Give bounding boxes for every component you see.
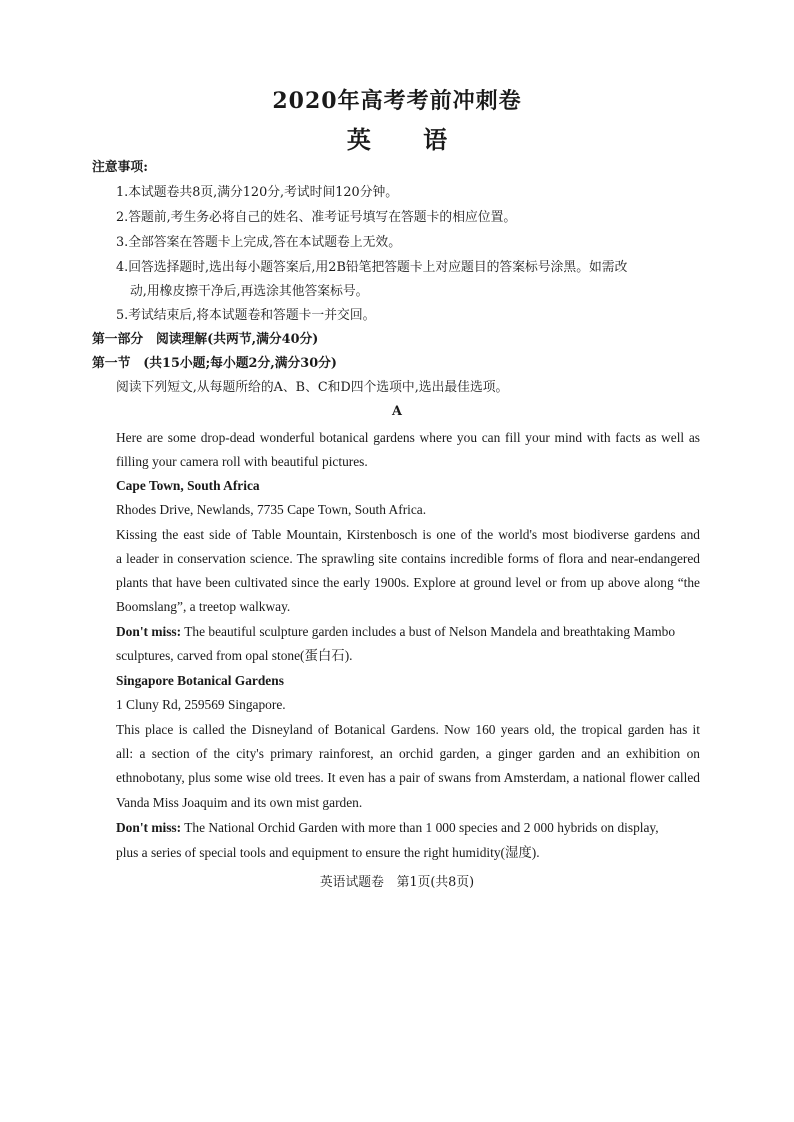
garden2-name: Singapore Botanical Gardens [116,673,284,688]
notice-item-4-cont: 动,用橡皮擦干净后,再选涂其他答案标号。 [130,284,369,299]
exam-title: 2020年高考考前冲刺卷 [272,88,522,114]
notice-item-5: 5.考试结束后,将本试题卷和答题卡一并交回。 [116,308,376,323]
garden2-desc-3: ethnobotany, plus some wise old trees. It even has a pair of swans from Amsterdam, a national flower called [116,770,700,785]
notice-item-4: 4.回答选择题时,选出每小题答案后,用2B铅笔把答题卡上对应题目的答案标号涂黑。如需改 [116,260,628,275]
section-heading: 第一节 (共15小题;每小题2分,满分30分) [92,356,337,371]
instruction: 阅读下列短文,从每题所给的A、B、C和D四个选项中,选出最佳选项。 [116,380,509,395]
notice-item-1: 1.本试题卷共8页,满分120分,考试时间120分钟。 [116,185,399,200]
garden2-desc-2: all: a section of the city's primary rainforest, an orchid garden, a ginger garden and an exhibition on [116,746,700,761]
subject-title: 英 语 [346,125,470,154]
garden1-dont-miss-cont: sculptures, carved from opal stone(蛋白石). [116,648,353,663]
notice-heading: 注意事项: [92,160,148,175]
garden1-desc-2: a leader in conservation science. The sprawling site contains incredible forms of flora and near-endangered [116,551,700,566]
dont-miss-label: Don't miss: [116,624,182,639]
part-heading: 第一部分 阅读理解(共两节,满分40分) [92,332,319,347]
garden1-desc-1: Kissing the east side of Table Mountain, Kirstenbosch is one of the world's most biodiverse gardens and [116,527,700,542]
garden1-name: Cape Town, South Africa [116,478,260,493]
garden1-address: Rhodes Drive, Newlands, 7735 Cape Town, South Africa. [116,502,427,517]
garden2-dont-miss [116,820,659,836]
garden2-dont-miss-cont: plus a series of special tools and equipment to ensure the right humidity(湿度). [116,845,540,860]
intro-line-1: Here are some drop-dead wonderful botanical gardens where you can fill your mind with facts as well as [116,430,700,445]
page-footer: 英语试题卷 第1页(共8页) [319,875,475,890]
garden2-desc-4: Vanda Miss Joaquim and its own mist garden. [116,795,363,810]
garden1-dont-miss [116,624,675,640]
garden1-desc-3: plants that have been cultivated since the early 1900s. Explore at ground level or from up above along “the [116,575,700,590]
dont-miss-text: The beautiful sculpture garden includes a bust of Nelson Mandela and breathtaking Mambo [181,624,676,639]
garden1-desc-4: Boomslang”, a treetop walkway. [116,599,291,614]
garden2-desc-1: This place is called the Disneyland of Botanical Gardens. Now 160 years old, the tropical garden has it [116,722,700,737]
garden2-address: 1 Cluny Rd, 259569 Singapore. [116,697,286,712]
intro-line-2: filling your camera roll with beautiful pictures. [116,454,368,469]
passage-letter: A [392,404,402,419]
dont-miss-label: Don't miss: [116,820,182,835]
dont-miss-text: The National Orchid Garden with more than 1 000 species and 2 000 hybrids on display, [181,820,659,835]
notice-item-3: 3.全部答案在答题卡上完成,答在本试题卷上无效。 [116,235,402,250]
notice-item-2: 2.答题前,考生务必将自己的姓名、准考证号填写在答题卡的相应位置。 [116,210,517,225]
